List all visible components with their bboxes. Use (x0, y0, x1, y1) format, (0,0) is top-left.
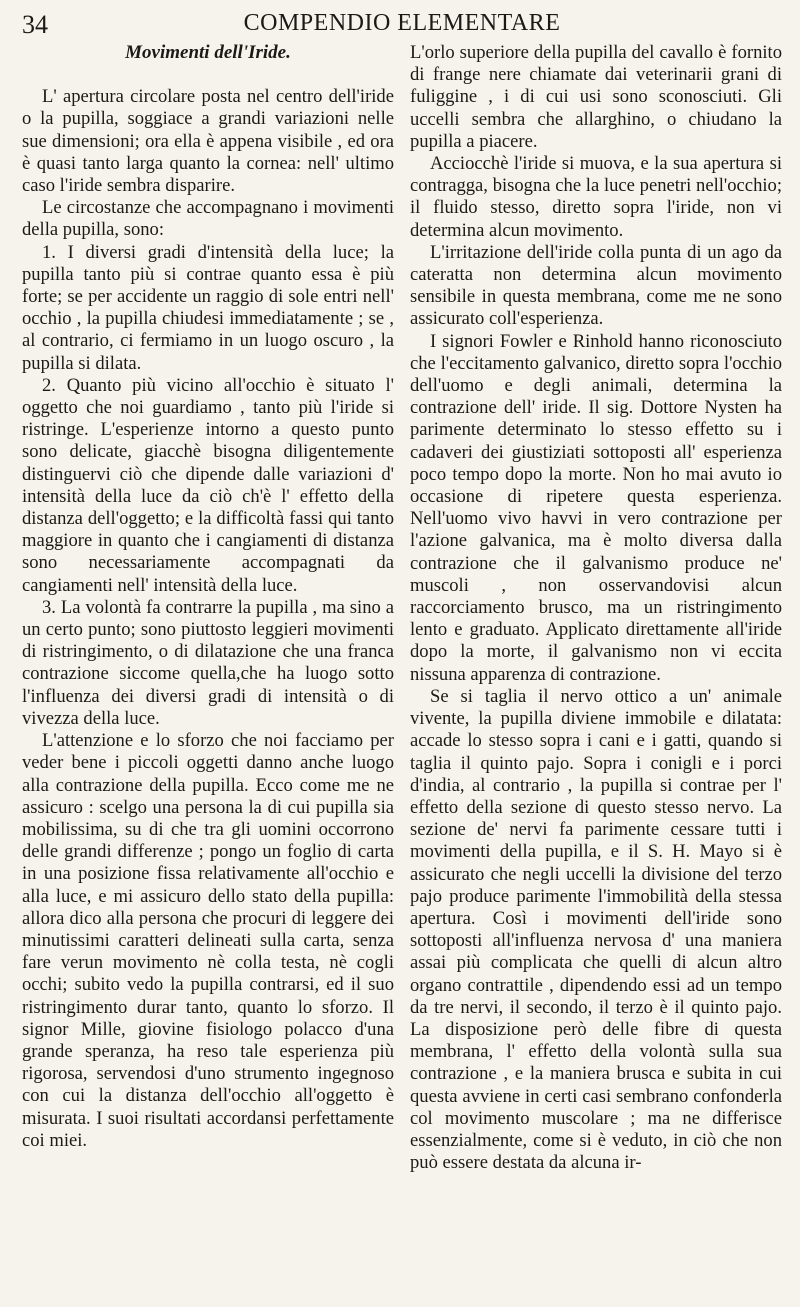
paragraph: L'attenzione e lo sforzo che noi facciamo per veder bene i piccoli oggetti danno anche luogo alla contrazione della pupilla. Ecco come me ne assicuro : scelgo una persona la di cui pupilla sia mobilissima, su di che tra gli uomini occorrono delle grandi differenze ; pongo un foglio di carta in una posizione fissa relativamente all'occhio e alla luce, e mi assicuro dello stato della pupilla: allora dico alla persona che procuri di leggere dei minutissimi caratteri delineati sulla carta, senza fare verun movimento nè colla testa, nè cogli occhi; subito vedo la pupilla contrarsi, ed il suo ristringimento durar tanto, quanto lo sforzo. Il signor Mille, giovine fisiologo polacco d'una grande speranza, ha reso tale esperienza più rigorosa, servendosi d'uno strumento ingegnoso con cui la distanza dell'occhio all'oggetto è misurata. I suoi risultati accordansi perfettamente coi miei. (22, 730, 394, 1151)
paragraph: 3. La volontà fa contrarre la pupilla , ma sino a un certo punto; sono piuttosto leggieri movimenti di ristringimento, o di dilatazione che una franca contrazione siccome quella,che ha luogo sotto l'influenza dei diversi gradi di intensità o di vivezza della luce. (22, 596, 394, 729)
section-title: Movimenti dell'Iride. (125, 42, 291, 63)
running-head: COMPENDIO ELEMENTARE (243, 10, 561, 36)
left-column (22, 42, 394, 1174)
right-column (410, 42, 782, 1174)
paragraph: 1. I diversi gradi d'intensità della luce; la pupilla tanto più si contrae quanto essa è più forte; se per accidente un raggio di sole entri nell' occhio , la pupilla chiudesi immediatamente ; se , al contrario, ci fermiamo in un luogo oscuro , la pupilla si dilata. (22, 241, 394, 374)
paragraph: L'irritazione dell'iride colla punta di un ago da cateratta non determina alcun movimento sensibile in questa membrana, come me ne sono assicurato coll'esperienza. (410, 241, 782, 330)
page-number: 34 (22, 10, 48, 39)
paragraph: Le circostanze che accompagnano i movimenti della pupilla, sono: (22, 197, 394, 241)
page-header (22, 8, 782, 42)
paragraph: Se si taglia il nervo ottico a un' animale vivente, la pupilla diviene immobile e dilatata: accade lo stesso sopra i cani e i gatti, quando si taglia il quinto pajo. Sopra i conigli e i porci d'india, al contrario , la pupilla si contrae per l' effetto della sezione di questo stesso nervo. La sezione de' nervi fa parimente cessare tutti i movimenti della pupilla, e il S. H. Mayo si è assicurato che negli uccelli la divisione del terzo pajo produce parimente l'immobilità della stessa apertura. Così i movimenti dell'iride sono sottoposti all'influenza nervosa d' una maniera assai più complicata che quelli di alcun altro organo contrattile , dipendendo essi ad un tempo da tre nervi, il secondo, il terzo è il quinto pajo. La disposizione però delle fibre di questa membrana, l' effetto della volontà sulla sua contrazione , e la maniera brusca e subita in cui questa avviene in certi casi sembrano confonderla col movimento muscolare ; ma ne differisce essenzialmente, come si è veduto, in ciò che non può essere destata da alcuna ir- (410, 685, 782, 1174)
text-columns (22, 42, 782, 1174)
paragraph: L' apertura circolare posta nel centro dell'iride o la pupilla, soggiace a grandi variazioni nelle sue dimensioni; ora ella è appena visibile , ed ora è quasi tanto larga quanto la cornea: nell' ultimo caso l'iride sembra disparire. (22, 86, 394, 197)
paragraph: L'orlo superiore della pupilla del cavallo è fornito di frange nere chiamate dai veterinarii grani di fuliggine , i di cui usi sono sconosciuti. Gli uccelli sembra che allarghino, o chiudano la pupilla a piacere. (410, 42, 782, 152)
paragraph: Acciocchè l'iride si muova, e la sua apertura si contragga, bisogna che la luce penetri nell'occhio; il fluido stesso, diretto sopra l'iride, non vi determina alcun movimento. (410, 153, 782, 241)
paragraph: 2. Quanto più vicino all'occhio è situato l' oggetto che noi guardiamo , tanto più l'iride si ristringe. L'esperienze intorno a questo punto sono delicate, giacchè bisogna diligentemente distinguervi ciò che dipende dalle variazioni d' intensità della luce da ciò ch'è l' effetto della distanza dell'oggetto; e la difficoltà fassi qui tanto maggiore in quanto che i cangiamenti di distanza sono necessariamente accompagnati da cangiamenti nell' intensità della luce. (22, 374, 394, 596)
paragraph: I signori Fowler e Rinhold hanno riconosciuto che l'eccitamento galvanico, diretto sopra l'occhio dell'uomo e degli animali, determina la contrazione dell' iride. Il sig. Dottore Nysten ha parimente determinato lo stesso effetto su i cadaveri dei giustiziati sottoposti all' esperienza poco tempo dopo la morte. Non ho mai avuto io occasione di ripetere questa esperienza. Nell'uomo vivo havvi in vero contrazione per l'azione galvanica, ma è molto diversa dalla contrazione che il galvanismo produce ne' muscoli , non osservandovisi alcun raccorciamento brusco, ma un ristringimento lento e graduato. Applicato direttamente all'iride dopo la morte, il galvanismo non vi eccita nissuna apparenza di contrazione. (410, 330, 782, 685)
